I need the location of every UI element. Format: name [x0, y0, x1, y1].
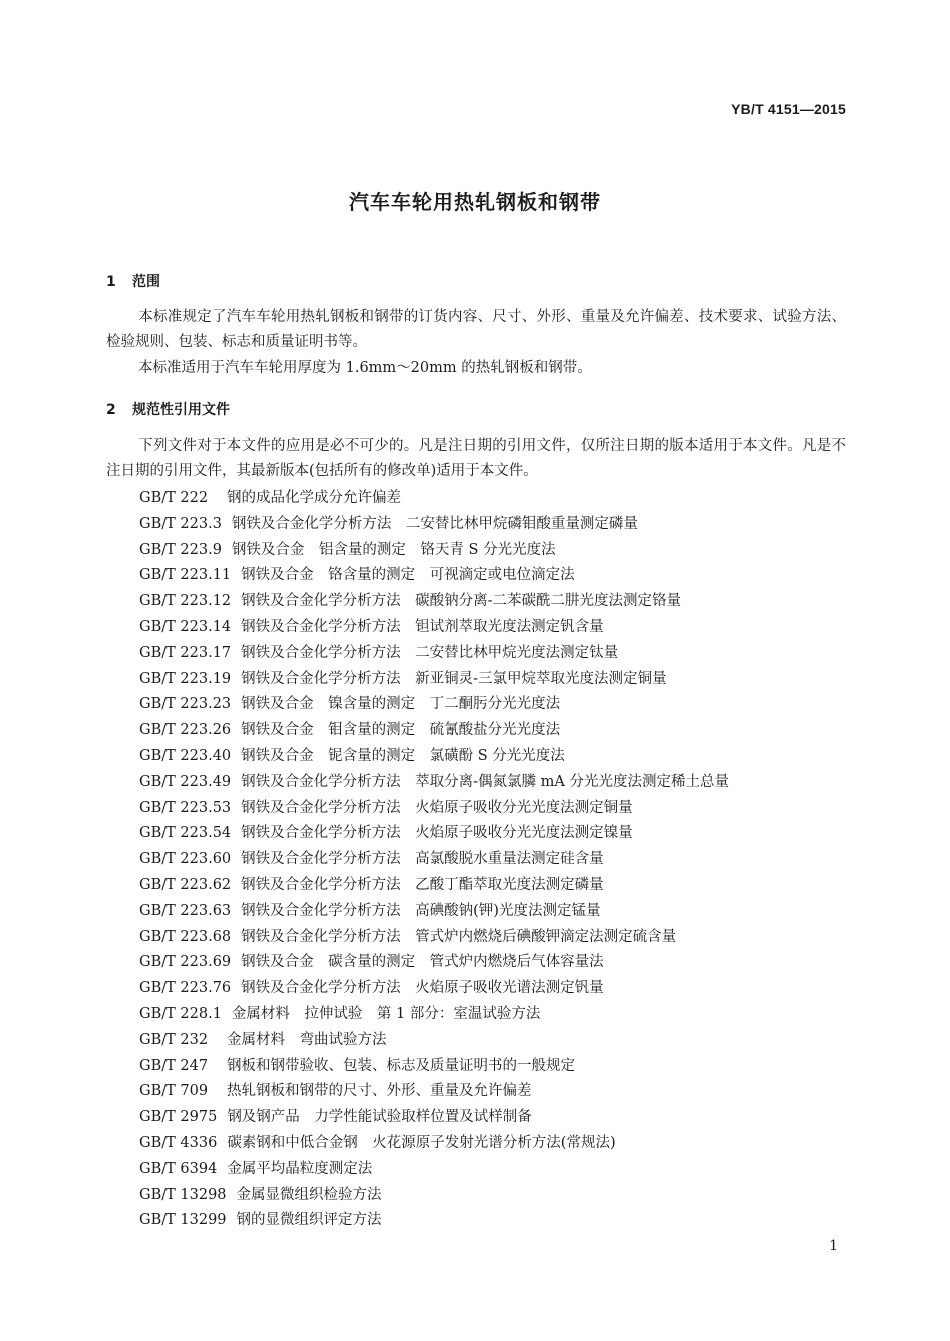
reference-item [139, 847, 729, 873]
reference-code: GB/T 223.9 [139, 541, 222, 558]
scope-paragraph-2 [106, 356, 846, 381]
reference-code: GB/T 223.69 [139, 954, 232, 971]
reference-code: GB/T 223.68 [139, 928, 232, 945]
reference-item [139, 692, 729, 718]
reference-item [139, 1028, 729, 1054]
reference-title: 钢铁及合金化学分析方法 二安替比林甲烷光度法测定钛量 [241, 644, 619, 661]
document-number: YB/T 4151—2015 [731, 101, 846, 117]
document-title: 汽车车轮用热轧钢板和钢带 [349, 190, 601, 214]
reference-title: 金属显微组织检验方法 [236, 1186, 382, 1203]
reference-item [139, 950, 729, 976]
reference-item [139, 1002, 729, 1028]
reference-code: GB/T 223.3 [139, 515, 222, 532]
reference-code: GB/T 223.19 [139, 670, 232, 687]
reference-item [139, 615, 729, 641]
reference-title: 碳素钢和中低合金钢 火花源原子发射光谱分析方法(常规法) [227, 1134, 616, 1151]
reference-title: 钢铁及合金 铬含量的测定 可视滴定或电位滴定法 [241, 567, 575, 584]
section-heading-normative-references [106, 399, 230, 419]
reference-item [139, 976, 729, 1002]
reference-code: GB/T 223.40 [139, 747, 232, 764]
reference-title: 钢及钢产品 力学性能试验取样位置及试样制备 [227, 1109, 532, 1126]
reference-item [139, 899, 729, 925]
reference-code: GB/T 223.53 [139, 799, 232, 816]
reference-title: 钢铁及合金化学分析方法 火焰原子吸收光谱法测定钒量 [241, 980, 604, 997]
reference-item [139, 512, 729, 538]
reference-item [139, 1131, 729, 1157]
reference-title: 钢铁及合金 铝含量的测定 铬天青 S 分光光度法 [231, 541, 556, 558]
reference-code: GB/T 222 [139, 490, 209, 506]
section-title: 规范性引用文件 [132, 402, 230, 418]
reference-list [139, 486, 729, 1234]
reference-title: 钢铁及合金 铌含量的测定 氯磺酚 S 分光光度法 [241, 747, 565, 764]
page-number: 1 [829, 1238, 838, 1254]
reference-title: 钢铁及合金化学分析方法 火焰原子吸收分光光度法测定镍量 [241, 825, 633, 842]
reference-title: 钢铁及合金化学分析方法 火焰原子吸收分光光度法测定铜量 [241, 799, 633, 816]
reference-code: GB/T 13298 [139, 1186, 227, 1203]
reference-code: GB/T 2975 [139, 1109, 218, 1126]
reference-code: GB/T 709 [139, 1083, 209, 1100]
reference-code: GB/T 232 [139, 1031, 209, 1048]
reference-code: GB/T 223.60 [139, 851, 232, 868]
reference-item [139, 925, 729, 951]
section-number: 1 [106, 274, 116, 290]
section-title: 范围 [132, 274, 160, 290]
reference-code: GB/T 223.17 [139, 644, 232, 661]
reference-code: GB/T 223.14 [139, 618, 232, 635]
reference-code: GB/T 223.76 [139, 980, 232, 997]
reference-title: 钢铁及合金 碳含量的测定 管式炉内燃烧后气体容量法 [241, 954, 604, 971]
reference-item [139, 718, 729, 744]
reference-item [139, 563, 729, 589]
paragraph-text: 下列文件对于本文件的应用是必不可少的。凡是注日期的引用文件，仅所注日期的版本适用于本文件。凡是不注日期的引用文件，其最新版本(包括所有的修改单)适用于本文件。 [106, 438, 846, 479]
reference-code: GB/T 228.1 [139, 1005, 222, 1022]
reference-title: 钢铁及合金化学分析方法 乙酸丁酯萃取光度法测定磷量 [241, 876, 604, 893]
reference-title: 钢铁及合金化学分析方法 高碘酸钠(钾)光度法测定锰量 [241, 902, 601, 919]
reference-code: GB/T 223.11 [139, 567, 232, 584]
reference-item [139, 1079, 729, 1105]
reference-title: 钢板和钢带验收、包装、标志及质量证明书的一般规定 [227, 1057, 575, 1074]
paragraph-text: 本标准规定了汽车车轮用热轧钢板和钢带的订货内容、尺寸、外形、重量及允许偏差、技术要求、试验方法、检验规则、包装、标志和质量证明书等。 [106, 309, 846, 350]
reference-item [139, 641, 729, 667]
reference-title: 钢铁及合金化学分析方法 高氯酸脱水重量法测定硅含量 [241, 851, 604, 868]
reference-title: 钢铁及合金 镍含量的测定 丁二酮肟分光光度法 [241, 696, 561, 713]
reference-item [139, 796, 729, 822]
reference-item [139, 821, 729, 847]
reference-title: 钢铁及合金化学分析方法 二安替比林甲烷磷钼酸重量测定磷量 [231, 515, 638, 532]
reference-code: GB/T 6394 [139, 1160, 218, 1177]
reference-code: GB/T 223.23 [139, 696, 232, 713]
section-number: 2 [106, 402, 116, 418]
reference-title: 钢铁及合金化学分析方法 碳酸钠分离-二苯碳酰二肼光度法测定铬量 [241, 593, 682, 610]
reference-item [139, 1105, 729, 1131]
reference-code: GB/T 13299 [139, 1212, 227, 1229]
reference-item [139, 770, 729, 796]
reference-item [139, 744, 729, 770]
reference-title: 钢铁及合金化学分析方法 萃取分离-偶氮氯膦 mA 分光光度法测定稀土总量 [241, 773, 729, 790]
reference-item [139, 1183, 729, 1209]
reference-item [139, 589, 729, 615]
reference-code: GB/T 223.63 [139, 902, 232, 919]
section-heading-scope [106, 271, 160, 291]
reference-item [139, 1054, 729, 1080]
reference-item [139, 667, 729, 693]
reference-item [139, 538, 729, 564]
reference-item [139, 486, 729, 512]
paragraph-text: 本标准适用于汽车车轮用厚度为 1.6mm～20mm 的热轧钢板和钢带。 [138, 360, 592, 376]
scope-paragraph-1 [106, 305, 846, 355]
reference-title: 钢铁及合金 钼含量的测定 硫氰酸盐分光光度法 [241, 722, 561, 739]
reference-code: GB/T 223.12 [139, 593, 232, 610]
reference-code: GB/T 223.54 [139, 825, 232, 842]
reference-title: 钢铁及合金化学分析方法 新亚铜灵-三氯甲烷萃取光度法测定铜量 [241, 670, 667, 687]
reference-code: GB/T 247 [139, 1057, 209, 1074]
reference-code: GB/T 4336 [139, 1134, 218, 1151]
reference-title: 钢的显微组织评定方法 [236, 1212, 382, 1229]
reference-item [139, 873, 729, 899]
reference-code: GB/T 223.26 [139, 722, 232, 739]
reference-title: 金属材料 弯曲试验方法 [227, 1031, 387, 1048]
reference-item [139, 1157, 729, 1183]
reference-item [139, 1208, 729, 1234]
reference-code: GB/T 223.62 [139, 876, 232, 893]
reference-title: 钢的成品化学成分允许偏差 [227, 490, 401, 506]
reference-title: 热轧钢板和钢带的尺寸、外形、重量及允许偏差 [227, 1083, 532, 1100]
reference-title: 金属平均晶粒度测定法 [227, 1160, 373, 1177]
reference-title: 钢铁及合金化学分析方法 钽试剂萃取光度法测定钒含量 [241, 618, 604, 635]
references-intro-paragraph [106, 434, 846, 484]
reference-title: 钢铁及合金化学分析方法 管式炉内燃烧后碘酸钾滴定法测定硫含量 [241, 928, 677, 945]
reference-title: 金属材料 拉伸试验 第 1 部分：室温试验方法 [231, 1005, 541, 1022]
reference-code: GB/T 223.49 [139, 773, 232, 790]
